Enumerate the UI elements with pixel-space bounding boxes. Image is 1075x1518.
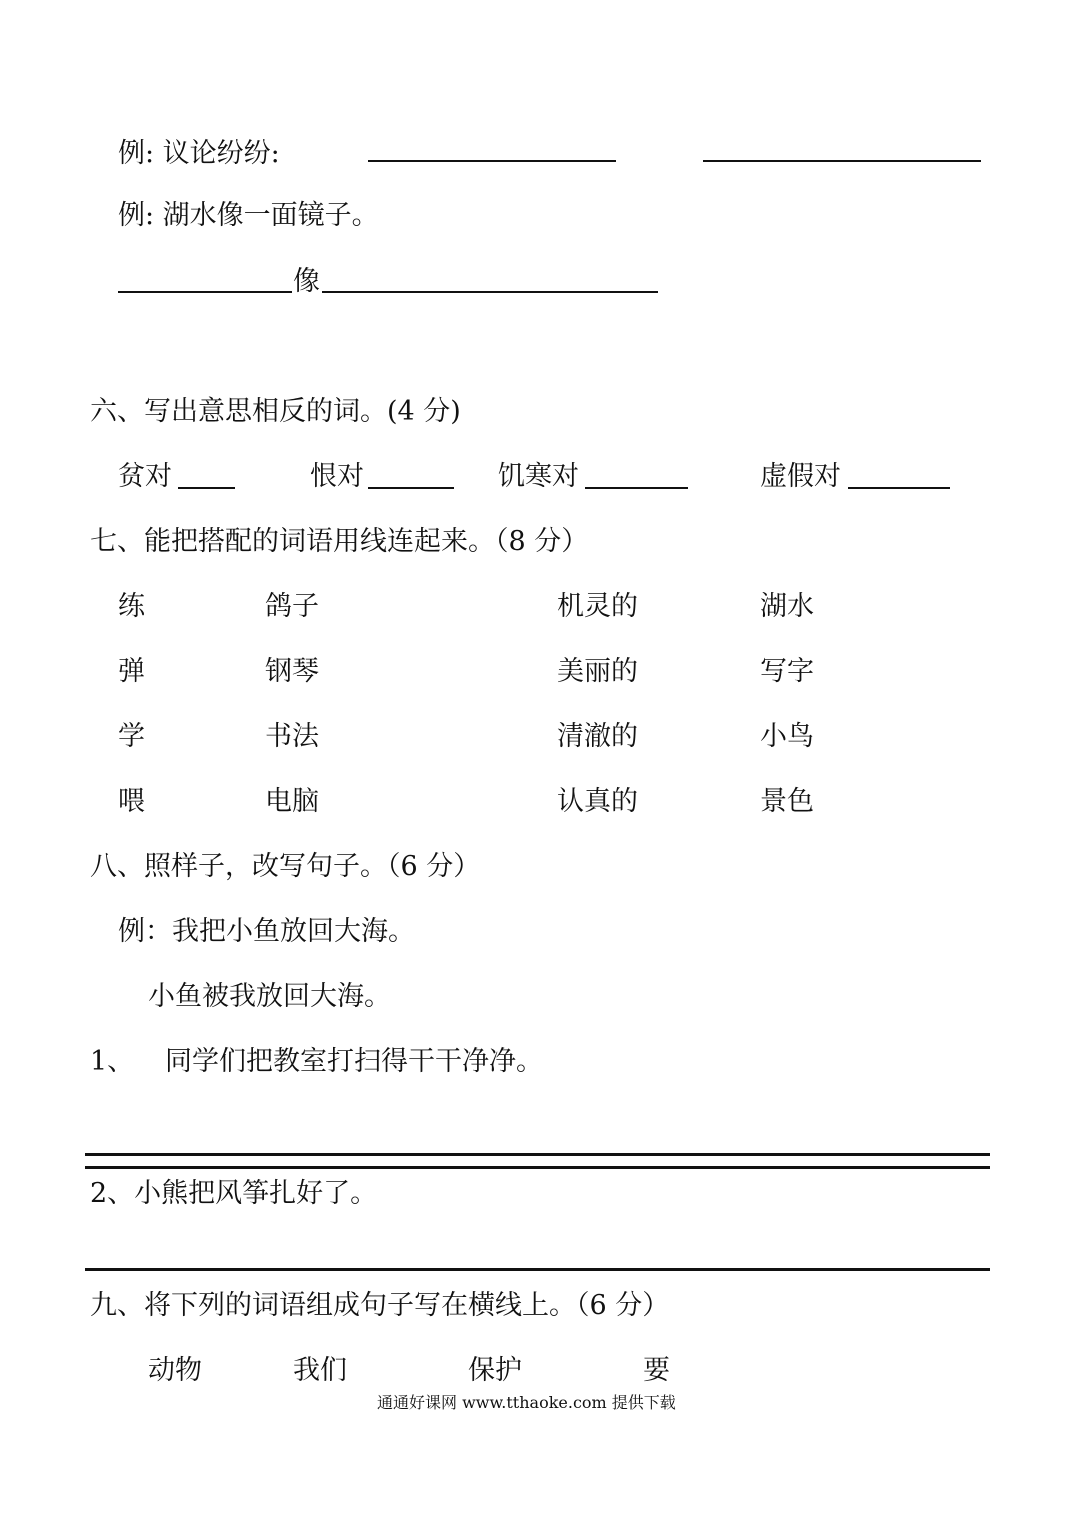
question-text: 2、小熊把风筝扎好了。 [90,1178,378,1209]
example-reduplication: 例: 议论纷纷: [118,138,280,169]
section8-example-answer: 小鱼被我放回大海。 [148,981,391,1012]
answer-blank[interactable] [368,160,616,162]
word-card: 保护 [468,1355,522,1386]
section8-title: 八、照样子，改写句子。（6 分） [90,851,481,882]
answer-blank[interactable] [585,487,688,489]
match-word: 湖水 [760,591,814,622]
antonym-item: 恨对 [310,461,364,492]
section7-title: 七、能把搭配的词语用线连起来。（8 分） [90,526,589,557]
example-simile: 例: 湖水像一面镜子。 [118,200,379,231]
answer-line[interactable] [85,1166,990,1169]
question-text: 同学们把教室打扫得干干净净。 [165,1046,543,1077]
word-card: 要 [643,1355,670,1386]
match-word: 美丽的 [557,656,638,687]
answer-line[interactable] [85,1268,990,1271]
match-word: 小鸟 [760,721,814,752]
antonym-item: 虚假对 [760,461,841,492]
antonym-item: 贫对 [118,461,172,492]
match-word: 喂 [118,786,145,817]
answer-blank[interactable] [178,487,235,489]
word-card: 动物 [148,1355,202,1386]
match-word: 钢琴 [265,656,319,687]
antonym-item: 饥寒对 [498,461,579,492]
answer-blank[interactable] [703,160,981,162]
question-number: 1、 [90,1046,135,1077]
match-word: 书法 [265,721,319,752]
section9-title: 九、将下列的词语组成句子写在横线上。（6 分） [90,1290,670,1321]
answer-blank[interactable] [322,291,658,293]
match-word: 鸽子 [265,591,319,622]
match-word: 电脑 [265,786,319,817]
answer-blank[interactable] [368,487,454,489]
match-word: 清澈的 [557,721,638,752]
answer-blank[interactable] [848,487,950,489]
match-word: 景色 [760,786,814,817]
simile-connector: 像 [293,266,320,297]
match-word: 学 [118,721,145,752]
answer-line[interactable] [85,1153,990,1156]
section8-example: 例：我把小鱼放回大海。 [118,916,415,947]
word-card: 我们 [293,1355,347,1386]
match-word: 练 [118,591,145,622]
section6-title: 六、写出意思相反的词。(4 分) [90,396,461,427]
match-word: 写字 [760,656,814,687]
match-word: 认真的 [557,786,638,817]
match-word: 机灵的 [557,591,638,622]
match-word: 弹 [118,656,145,687]
page-footer: 通通好课网 www.tthaoke.com 提供下载 [377,1393,676,1412]
answer-blank[interactable] [118,291,292,293]
